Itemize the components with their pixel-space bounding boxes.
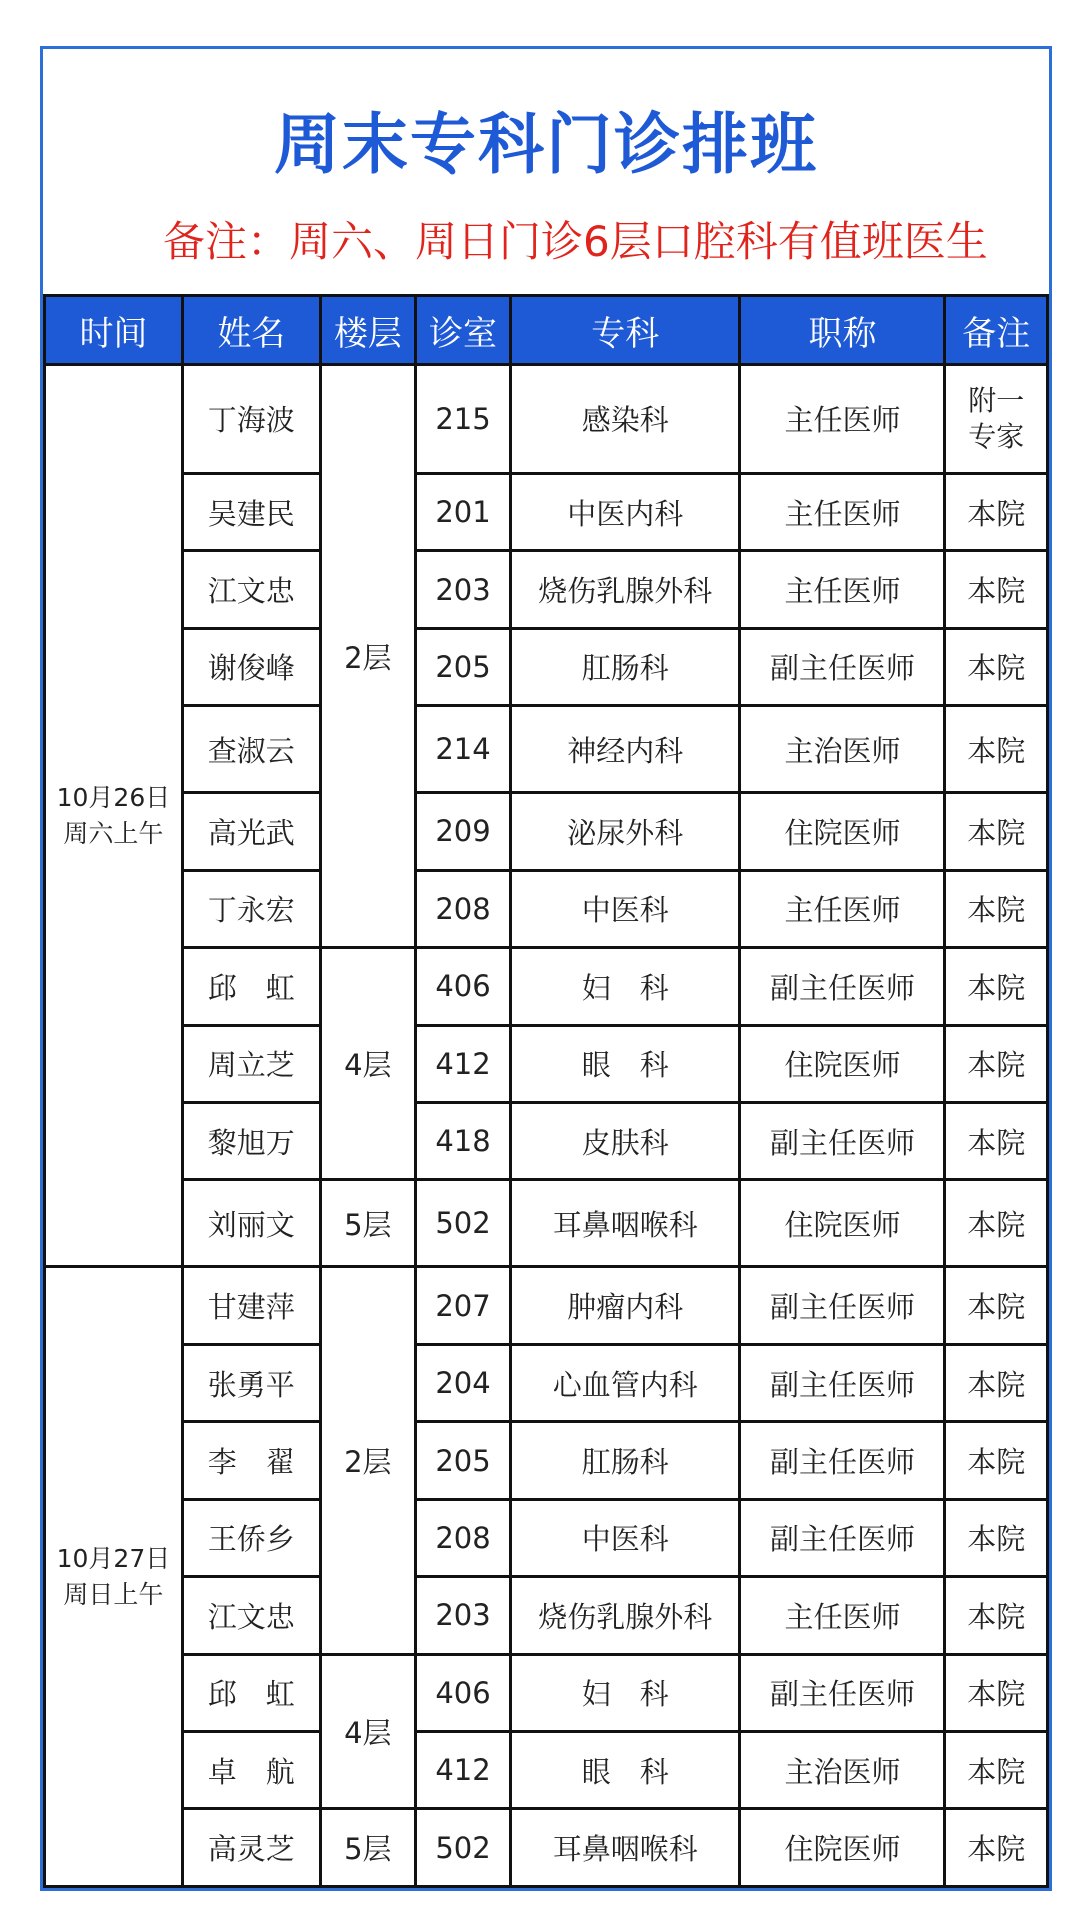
job-title: 副主任医师: [740, 1422, 945, 1499]
session-text: 周日上午: [63, 1579, 164, 1609]
doctor-name: 江文忠: [182, 1577, 320, 1654]
column-header-time: 时间: [45, 296, 183, 365]
room-number: 214: [415, 706, 510, 793]
time-cell: [45, 365, 183, 1267]
remark: 本院: [945, 1344, 1048, 1421]
table-row: [45, 706, 1048, 793]
session-text: 周六上午: [63, 818, 164, 848]
job-title: 主任医师: [740, 870, 945, 947]
department: 泌尿外科: [511, 793, 740, 870]
table-row: [45, 1499, 1048, 1576]
room-number: 215: [415, 365, 510, 474]
remark: 本院: [945, 793, 1048, 870]
doctor-name: 邱 虹: [182, 1654, 320, 1731]
column-header-remark: 备注: [945, 296, 1048, 365]
job-title: 主任医师: [740, 473, 945, 550]
doctor-name: 丁永宏: [182, 870, 320, 947]
room-number: 502: [415, 1180, 510, 1267]
column-header-room: 诊室: [415, 296, 510, 365]
department: 肛肠科: [511, 628, 740, 705]
floor-cell: 4层: [320, 948, 415, 1180]
job-title: 副主任医师: [740, 1267, 945, 1344]
room-number: 412: [415, 1732, 510, 1809]
room-number: 201: [415, 473, 510, 550]
department: 眼 科: [511, 1025, 740, 1102]
department: 烧伤乳腺外科: [511, 551, 740, 628]
doctor-name: 卓 航: [182, 1732, 320, 1809]
table-row: [45, 870, 1048, 947]
department: 皮肤科: [511, 1102, 740, 1179]
room-number: 209: [415, 793, 510, 870]
room-number: 208: [415, 870, 510, 947]
job-title: 住院医师: [740, 1025, 945, 1102]
doctor-name: 高灵芝: [182, 1809, 320, 1887]
doctor-name: 江文忠: [182, 551, 320, 628]
remark: 本院: [945, 551, 1048, 628]
date-text: 10月26日: [56, 782, 171, 812]
floor-cell: 2层: [320, 1267, 415, 1654]
remark: 本院: [945, 473, 1048, 550]
remark: 本院: [945, 948, 1048, 1025]
floor-cell: 4层: [320, 1654, 415, 1809]
room-number: 208: [415, 1499, 510, 1576]
job-title: 副主任医师: [740, 628, 945, 705]
date-text: 10月27日: [56, 1543, 171, 1573]
doctor-name: 周立芝: [182, 1025, 320, 1102]
remark: 本院: [945, 706, 1048, 793]
job-title: 副主任医师: [740, 948, 945, 1025]
department: 中医内科: [511, 473, 740, 550]
doctor-name: 查淑云: [182, 706, 320, 793]
room-number: 205: [415, 628, 510, 705]
room-number: 203: [415, 551, 510, 628]
remark-text: 附一专家: [968, 383, 1025, 453]
department: 眼 科: [511, 1732, 740, 1809]
table-row: [45, 551, 1048, 628]
remark: 本院: [945, 628, 1048, 705]
note-text: 备注：周六、周日门诊6层口腔科有值班医生: [163, 217, 988, 266]
department: 中医科: [511, 870, 740, 947]
doctor-name: 高光武: [182, 793, 320, 870]
department: 神经内科: [511, 706, 740, 793]
job-title: 住院医师: [740, 1809, 945, 1887]
doctor-name: 谢俊峰: [182, 628, 320, 705]
floor-cell: 5层: [320, 1809, 415, 1887]
department: 中医科: [511, 1499, 740, 1576]
table-row: [45, 1422, 1048, 1499]
job-title: 主治医师: [740, 706, 945, 793]
job-title: 副主任医师: [740, 1499, 945, 1576]
job-title: 住院医师: [740, 793, 945, 870]
floor-cell: 5层: [320, 1180, 415, 1267]
job-title: 主治医师: [740, 1732, 945, 1809]
remark: 本院: [945, 1732, 1048, 1809]
room-number: 205: [415, 1422, 510, 1499]
department: 妇 科: [511, 1654, 740, 1731]
table-row: [45, 365, 1048, 474]
doctor-name: 张勇平: [182, 1344, 320, 1421]
doctor-name: 黎旭万: [182, 1102, 320, 1179]
floor-cell: 2层: [320, 365, 415, 948]
job-title: 副主任医师: [740, 1344, 945, 1421]
table-row: [45, 1732, 1048, 1809]
department: 肛肠科: [511, 1422, 740, 1499]
room-number: 203: [415, 1577, 510, 1654]
department: 肿瘤内科: [511, 1267, 740, 1344]
room-number: 418: [415, 1102, 510, 1179]
remark: 本院: [945, 1180, 1048, 1267]
time-cell: [45, 1267, 183, 1887]
job-title: 副主任医师: [740, 1102, 945, 1179]
remark: 本院: [945, 1809, 1048, 1887]
page-title: 周末专科门诊排班: [274, 106, 818, 183]
table-row: [45, 628, 1048, 705]
table-row: [45, 1102, 1048, 1179]
department: 感染科: [511, 365, 740, 474]
table-row: [45, 1809, 1048, 1887]
remark: 本院: [945, 870, 1048, 947]
column-header-floor: 楼层: [320, 296, 415, 365]
schedule-frame: [40, 46, 1052, 1891]
doctor-name: 刘丽文: [182, 1180, 320, 1267]
department: 妇 科: [511, 948, 740, 1025]
doctor-name: 丁海波: [182, 365, 320, 474]
remark: 本院: [945, 1267, 1048, 1344]
doctor-name: 邱 虹: [182, 948, 320, 1025]
schedule-table: [43, 294, 1049, 1888]
remark: 本院: [945, 1025, 1048, 1102]
room-number: 406: [415, 1654, 510, 1731]
table-row: [45, 1180, 1048, 1267]
table-row: [45, 1344, 1048, 1421]
remark: 本院: [945, 1577, 1048, 1654]
remark: 本院: [945, 1654, 1048, 1731]
department: 耳鼻咽喉科: [511, 1180, 740, 1267]
header: [43, 49, 1049, 294]
remark: [945, 365, 1048, 474]
room-number: 207: [415, 1267, 510, 1344]
column-header-title: 职称: [740, 296, 945, 365]
remark: 本院: [945, 1422, 1048, 1499]
department: 烧伤乳腺外科: [511, 1577, 740, 1654]
doctor-name: 王侨乡: [182, 1499, 320, 1576]
doctor-name: 吴建民: [182, 473, 320, 550]
remark: 本院: [945, 1102, 1048, 1179]
job-title: 副主任医师: [740, 1654, 945, 1731]
table-row: [45, 473, 1048, 550]
doctor-name: 甘建萍: [182, 1267, 320, 1344]
room-number: 502: [415, 1809, 510, 1887]
job-title: 主任医师: [740, 551, 945, 628]
column-header-name: 姓名: [182, 296, 320, 365]
department: 心血管内科: [511, 1344, 740, 1421]
department: 耳鼻咽喉科: [511, 1809, 740, 1887]
room-number: 204: [415, 1344, 510, 1421]
doctor-name: 李 翟: [182, 1422, 320, 1499]
room-number: 412: [415, 1025, 510, 1102]
column-header-department: 专科: [511, 296, 740, 365]
remark: 本院: [945, 1499, 1048, 1576]
job-title: 主任医师: [740, 365, 945, 474]
job-title: 住院医师: [740, 1180, 945, 1267]
table-row: [45, 1577, 1048, 1654]
table-row: [45, 793, 1048, 870]
table-row: [45, 948, 1048, 1025]
header-row: [45, 296, 1048, 365]
table-row: [45, 1267, 1048, 1344]
room-number: 406: [415, 948, 510, 1025]
job-title: 主任医师: [740, 1577, 945, 1654]
table-row: [45, 1025, 1048, 1102]
table-row: [45, 1654, 1048, 1731]
